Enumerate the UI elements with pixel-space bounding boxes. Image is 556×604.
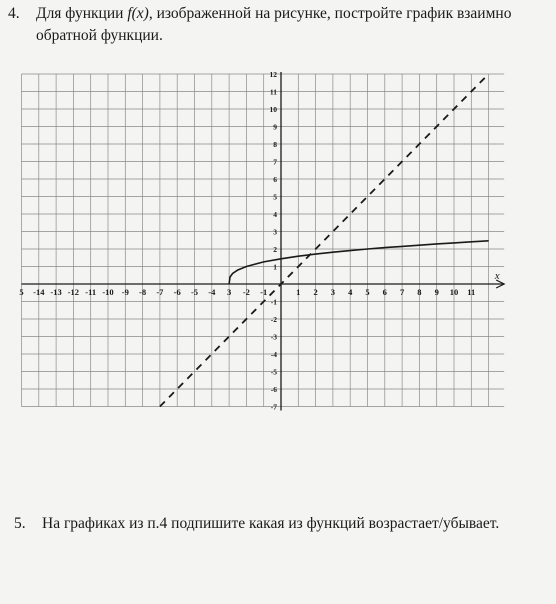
x-tick-label: -7 xyxy=(156,287,164,297)
y-tick-label: 6 xyxy=(273,175,277,184)
x-tick-label: 3 xyxy=(226,287,232,297)
x-tick-label: -10 xyxy=(102,287,114,297)
x-tick-label: 3 xyxy=(330,287,336,297)
x-tick-label: 2 xyxy=(313,287,318,297)
y-tick-label: 2 xyxy=(273,245,277,254)
x-tick-label: 1 xyxy=(296,287,301,297)
x-tick-label: -8 xyxy=(139,287,147,297)
task-5 xyxy=(14,513,554,535)
function-curve-series xyxy=(229,241,489,284)
x-tick-label: 11 xyxy=(467,287,476,297)
y-tick-label: 12 xyxy=(269,70,277,79)
x-tick-label: 8 xyxy=(417,287,422,297)
y-tick-label: 7 xyxy=(273,157,277,167)
x-tick-label: -6 xyxy=(173,287,181,297)
task-4-function-name: f(x) xyxy=(127,5,149,22)
x-tick-label: -9 xyxy=(121,287,129,297)
x-tick-label: 4 xyxy=(348,287,353,297)
y-tick-label: -7 xyxy=(270,402,277,412)
y-tick-label: -5 xyxy=(270,367,277,377)
y-tick-label: 8 xyxy=(273,140,277,149)
task-4-text-line2: обратной функции. xyxy=(36,27,163,44)
x-tick-label: 10 xyxy=(449,287,459,297)
y-tick-label: 9 xyxy=(273,122,277,132)
x-tick-label: -12 xyxy=(67,287,80,297)
x-tick-label: -14 xyxy=(33,287,45,297)
task-4-number: 4. xyxy=(8,5,20,22)
y-tick-label: 11 xyxy=(269,87,277,97)
x-tick-label: -13 xyxy=(50,287,62,297)
x-tick-label: -11 xyxy=(85,287,97,297)
y-tick-label: -3 xyxy=(270,332,277,342)
task-4-text-start: Для функции xyxy=(36,5,128,22)
y-tick-label: 5 xyxy=(273,192,277,202)
x-tick-label: -2 xyxy=(242,287,250,297)
x-tick-label: 7 xyxy=(399,287,405,297)
task-5-text: На графиках из п.4 подпишите какая из функций возрастает/убывает. xyxy=(42,515,500,532)
task-4-text-end: , изображенной на рисунке, постройте график взаимно xyxy=(148,5,512,22)
y-tick-label: 1 xyxy=(273,262,277,272)
x-tick-label: 9 xyxy=(434,287,439,297)
x-tick-label: 6 xyxy=(382,287,387,297)
task-5-number: 5. xyxy=(14,515,26,532)
dashed-line-series xyxy=(160,74,489,407)
x-axis-label: x xyxy=(494,270,500,282)
y-tick-label: 4 xyxy=(273,210,277,219)
x-tick-label: 5 xyxy=(365,287,370,297)
x-tick-label: 5 xyxy=(19,287,24,297)
x-tick-label: -5 xyxy=(190,287,199,297)
x-tick-label: -1 xyxy=(260,287,268,297)
y-tick-label: 10 xyxy=(269,105,277,114)
x-tick-label: -4 xyxy=(208,287,216,297)
y-tick-label: -4 xyxy=(270,350,277,359)
y-tick-label: -1 xyxy=(270,297,277,307)
y-tick-label: -6 xyxy=(270,385,277,394)
y-tick-label: -2 xyxy=(270,315,277,324)
y-tick-label: 3 xyxy=(273,227,277,237)
